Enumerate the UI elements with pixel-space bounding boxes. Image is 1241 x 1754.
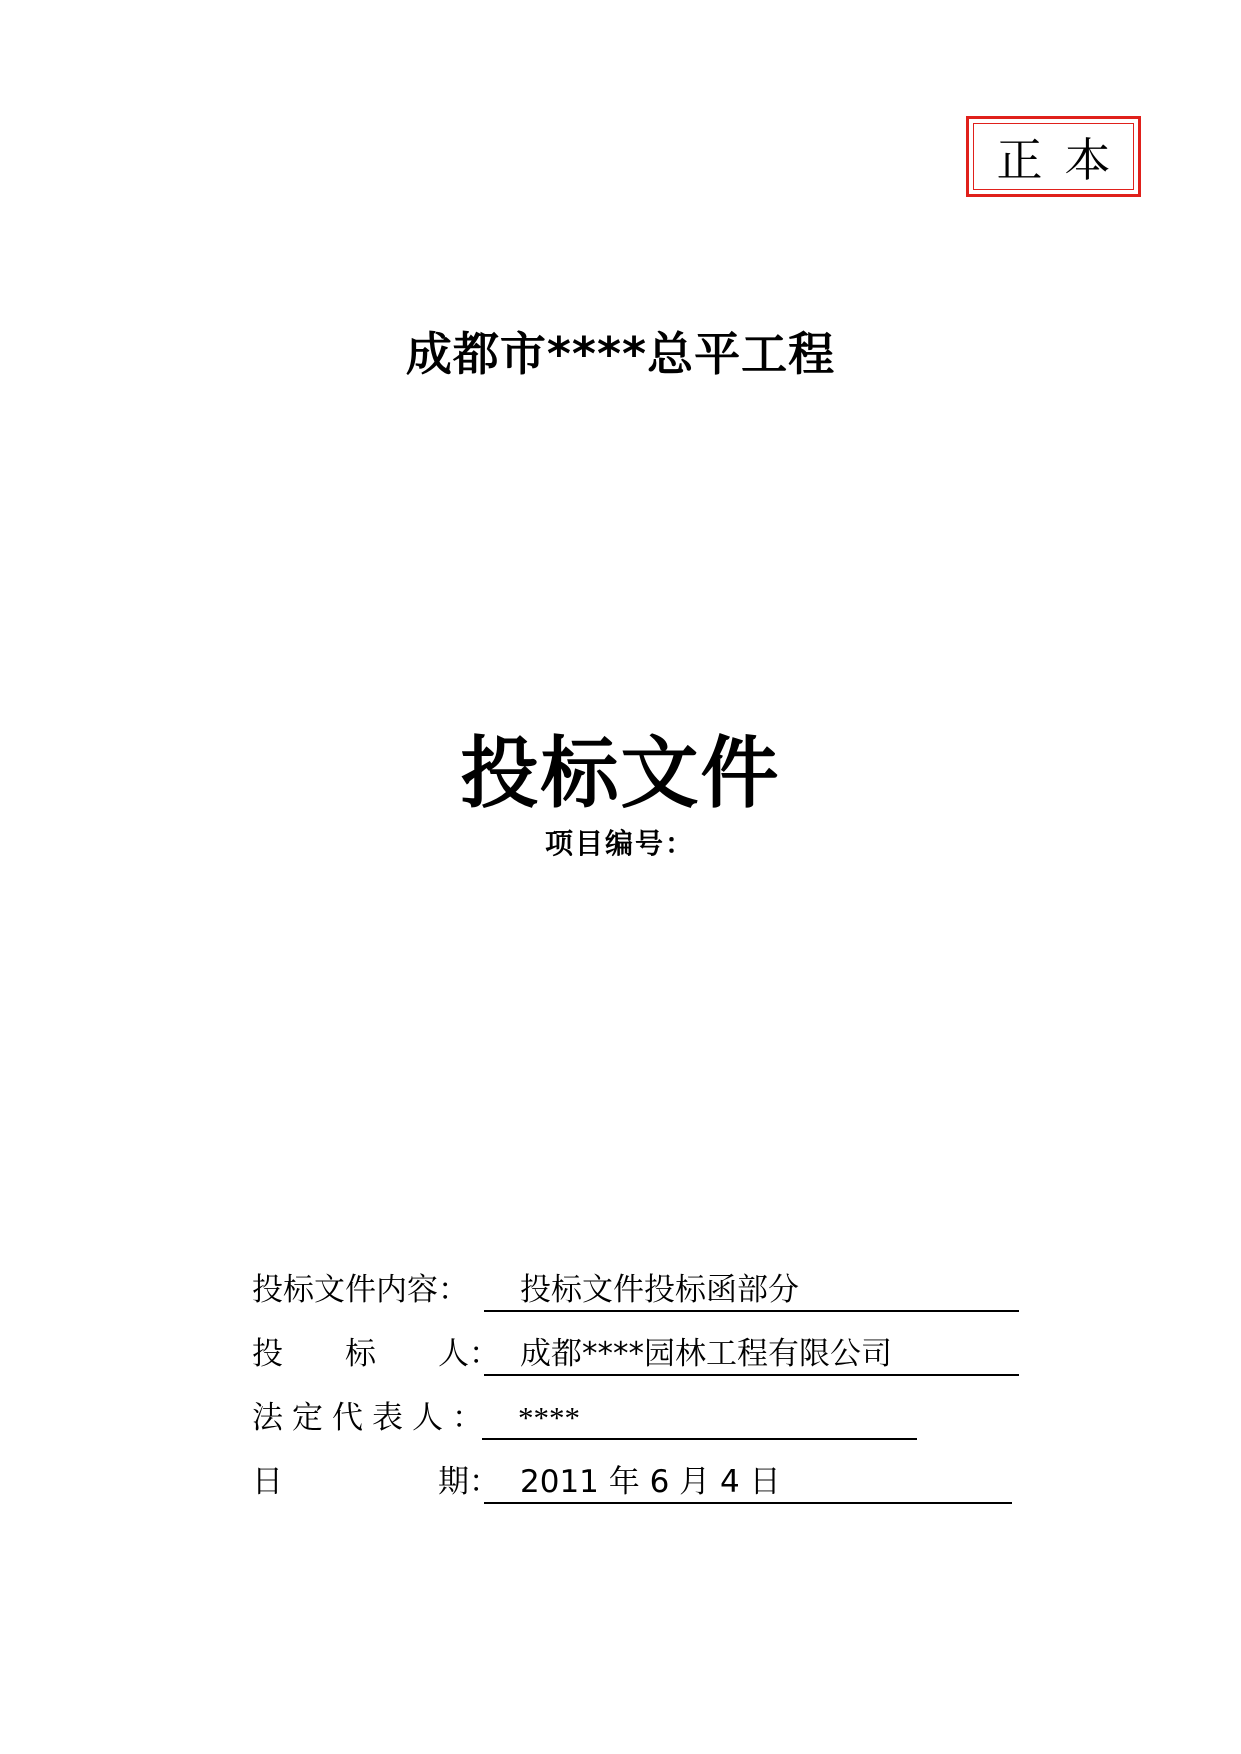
project-title: 成都市****总平工程 — [405, 327, 836, 381]
field-value: 成都****园林工程有限公司 — [484, 1332, 1019, 1376]
field-label: 投 标 人： — [252, 1336, 500, 1372]
field-value: **** — [482, 1396, 917, 1440]
stamp-text: 正本 — [973, 123, 1134, 190]
field-value: 2011 年 6 月 4 日 — [484, 1460, 1012, 1504]
field-label: 投标文件内容： — [252, 1272, 469, 1308]
field-legal-representative — [252, 1396, 1022, 1440]
project-number-label: 项目编号： — [545, 827, 696, 860]
field-date — [252, 1460, 1022, 1504]
field-label: 法定代表人： — [252, 1400, 492, 1436]
field-bidder — [252, 1332, 1022, 1376]
document-title: 投标文件 — [460, 729, 781, 819]
field-value: 投标文件投标函部分 — [484, 1268, 1019, 1312]
field-bid-content — [252, 1268, 1022, 1312]
original-copy-stamp — [966, 116, 1141, 197]
field-label: 日 期： — [252, 1464, 500, 1500]
